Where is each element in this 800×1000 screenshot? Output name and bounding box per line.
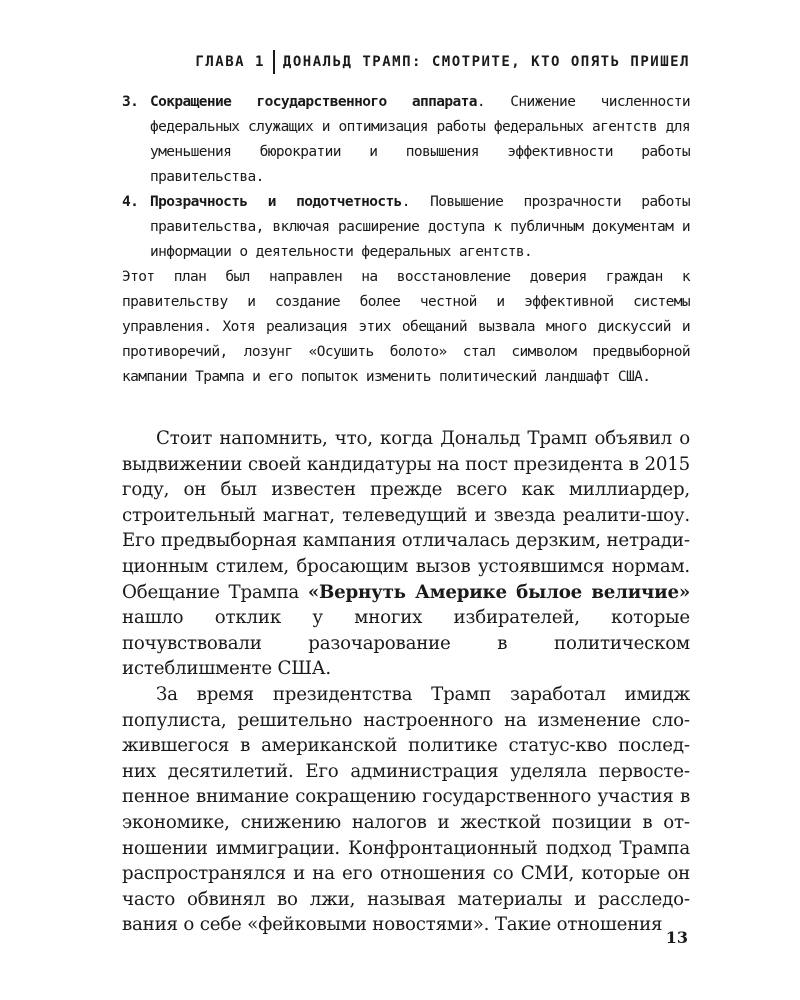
list-item-number: 4.: [122, 194, 139, 210]
running-header: [195, 50, 690, 74]
header-separator: [273, 50, 275, 74]
slogan-quote: «Вернуть Америке былое величие»: [307, 581, 690, 603]
body-paragraph: За время президентства Трамп заработал имидж популиста, решительно настроенного на изменение сложившегося в американской политике статус-кво последних десятилетий. Его администрация уделяла первостепенное внимание сокращению государственного участия в экономике, снижению налогов и жесткой позиции в отношении иммиграции. Конфронтационный подход Трампа распространялся и на его отношения со СМИ, которые он часто обвинял во лжи, называя материалы и расследования о себе «фейковыми новостями». Такие отношения: [122, 683, 690, 936]
chapter-label: ГЛАВА 1: [195, 54, 265, 70]
list-item-text: [150, 190, 690, 265]
paragraph-text: Стоит напомнить, что, когда Дональд Трамп объявил о выдвижении своей кандидатуры на пост президента в 2015 году, он был известен прежде всего как миллиардер, строительный магнат, телеведущий и звезда реалити-шоу. Его предвыборная кампания отличалась дерзким, нетрадиционным стилем, бросающим вызов устоявшимся нормам. Обещание Трампа: [122, 428, 690, 603]
paragraph-text: нашло отклик у многих избирателей, которые почувствовали разочарование в политическом истеблишменте США.: [122, 607, 690, 680]
list-item: [122, 190, 690, 265]
main-text: [122, 426, 690, 938]
list-item-heading: Сокращение государственного аппарата: [150, 94, 477, 110]
list-item-body: . Повышение прозрачности работы правительства, включая расширение доступа к публичным документам и информации о деятельности федеральных агентств.: [150, 194, 690, 260]
list-item-heading: Прозрачность и подотчетность: [150, 194, 402, 210]
chapter-title: ДОНАЛЬД ТРАМП: СМОТРИТЕ, КТО ОПЯТЬ ПРИШЕЛ: [282, 54, 690, 70]
page-number: 13: [665, 928, 688, 947]
list-item: [122, 90, 690, 190]
list-item-body: . Снижение численности федеральных служащих и оптимизация работы федеральных агентств для уменьшения бюрократии и повышения эффективности работы правительства.: [150, 94, 690, 185]
body-paragraph: [122, 426, 690, 682]
plan-summary-paragraph: Этот план был направлен на восстановление доверия граждан к правительству и создание более честной и эффективной системы управления. Хотя реализация этих обещаний вызвала много дискуссий и противоречий, лозунг «Осушить болото» стал символом предвыборной кампании Трампа и его попыток изменить политический ландшафт США.: [122, 269, 690, 385]
list-item-text: [150, 90, 690, 190]
plan-section: [122, 90, 690, 390]
list-item-number: 3.: [122, 94, 139, 110]
